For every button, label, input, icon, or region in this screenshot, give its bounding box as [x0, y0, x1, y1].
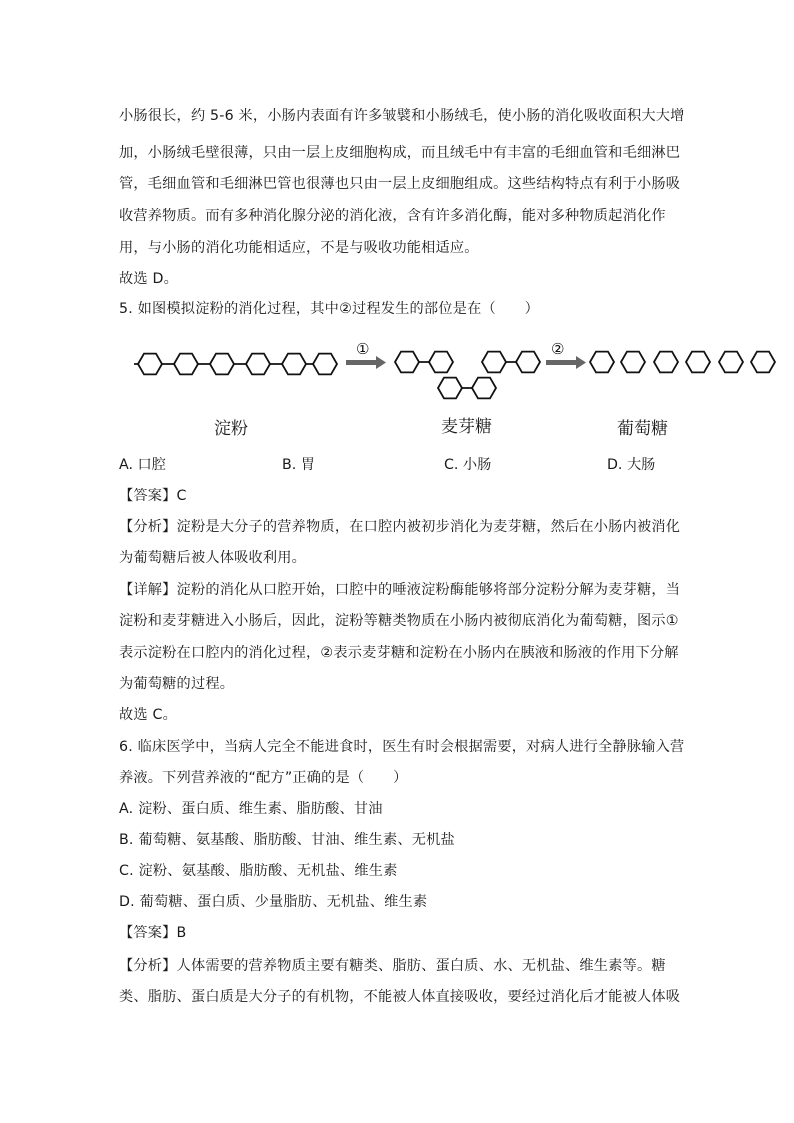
- detail-line: 淀粉和麦芽糖进入小肠后，因此，淀粉等糖类物质在小肠内被彻底消化为葡萄糖，图示①: [119, 613, 679, 629]
- analysis-line: 为葡萄糖后被人体吸收利用。: [119, 550, 307, 566]
- conclusion-text: 故选 D。: [119, 271, 178, 287]
- option-b: B. 胃: [282, 457, 315, 473]
- question-6-stem: 6. 临床医学中，当病人完全不能进食时，医生有时会根据需要，对病人进行全静脉输入营: [119, 739, 685, 755]
- option-c: C. 小肠: [444, 457, 492, 473]
- question-6-stem: 养液。下列营养液的“配方”正确的是（ ）: [119, 770, 408, 786]
- option-c: C. 淀粉、氨基酸、脂肪酸、无机盐、维生素: [119, 863, 398, 879]
- step1-label: ①: [356, 340, 370, 358]
- step1-arrow: [346, 340, 386, 369]
- maltose-label: 麦芽糖: [441, 417, 492, 437]
- question-5-stem: 5. 如图模拟淀粉的消化过程，其中②过程发生的部位是在（ ）: [119, 301, 540, 317]
- analysis-line: 【分析】人体需要的营养物质主要有糖类、脂肪、蛋白质、水、无机盐、维生素等。糖: [119, 958, 666, 974]
- starch-label: 淀粉: [214, 419, 248, 439]
- conclusion-text: 故选 C。: [119, 707, 177, 723]
- text-line: 用，与小肠的消化功能相适应，不是与吸收功能相适应。: [119, 240, 479, 256]
- detail-line: 表示淀粉在口腔内的消化过程，②表示麦芽糖和淀粉在小肠内在胰液和肠液的作用下分解: [119, 645, 679, 661]
- analysis-line: 类、脂肪、蛋白质是大分子的有机物，不能被人体直接吸收，要经过消化后才能被人体吸: [119, 989, 681, 1005]
- option-a: A. 口腔: [119, 457, 166, 473]
- step2-arrow: [546, 340, 586, 369]
- option-d: D. 葡萄糖、蛋白质、少量脂肪、无机盐、维生素: [119, 894, 428, 910]
- answer-line: 【答案】C: [119, 488, 187, 504]
- maltose-molecules: [395, 352, 540, 399]
- step2-label: ②: [551, 340, 565, 358]
- starch-chain: [134, 354, 337, 375]
- answer-line: 【答案】B: [119, 925, 187, 941]
- detail-line: 【详解】淀粉的消化从口腔开始，口腔中的唾液淀粉酶能够将部分淀粉分解为麦芽糖，当: [119, 582, 681, 598]
- starch-digestion-figure: [130, 336, 780, 450]
- option-b: B. 葡萄糖、氨基酸、脂肪酸、甘油、维生素、无机盐: [119, 832, 455, 848]
- text-line: 收营养物质。而有多种消化腺分泌的消化液，含有许多消化酶，能对多种物质起消化作: [119, 208, 666, 224]
- text-line: 小肠很长，约 5-6 米，小肠内表面有许多皱襞和小肠绒毛，使小肠的消化吸收面积大大增: [119, 108, 685, 124]
- analysis-line: 【分析】淀粉是大分子的营养物质，在口腔内被初步消化为麦芽糖，然后在小肠内被消化: [119, 519, 681, 535]
- text-line: 加，小肠绒毛壁很薄，只由一层上皮细胞构成，而且绒毛中有丰富的毛细血管和毛细淋巴: [119, 145, 681, 161]
- text-line: 管，毛细血管和毛细淋巴管也很薄也只由一层上皮细胞组成。这些结构特点有利于小肠吸: [119, 176, 681, 192]
- glucose-label: 葡萄糖: [617, 419, 668, 439]
- option-d: D. 大肠: [607, 457, 656, 473]
- option-a: A. 淀粉、蛋白质、维生素、脂肪酸、甘油: [119, 801, 383, 817]
- glucose-molecules: [590, 352, 775, 373]
- detail-line: 为葡萄糖的过程。: [119, 676, 235, 692]
